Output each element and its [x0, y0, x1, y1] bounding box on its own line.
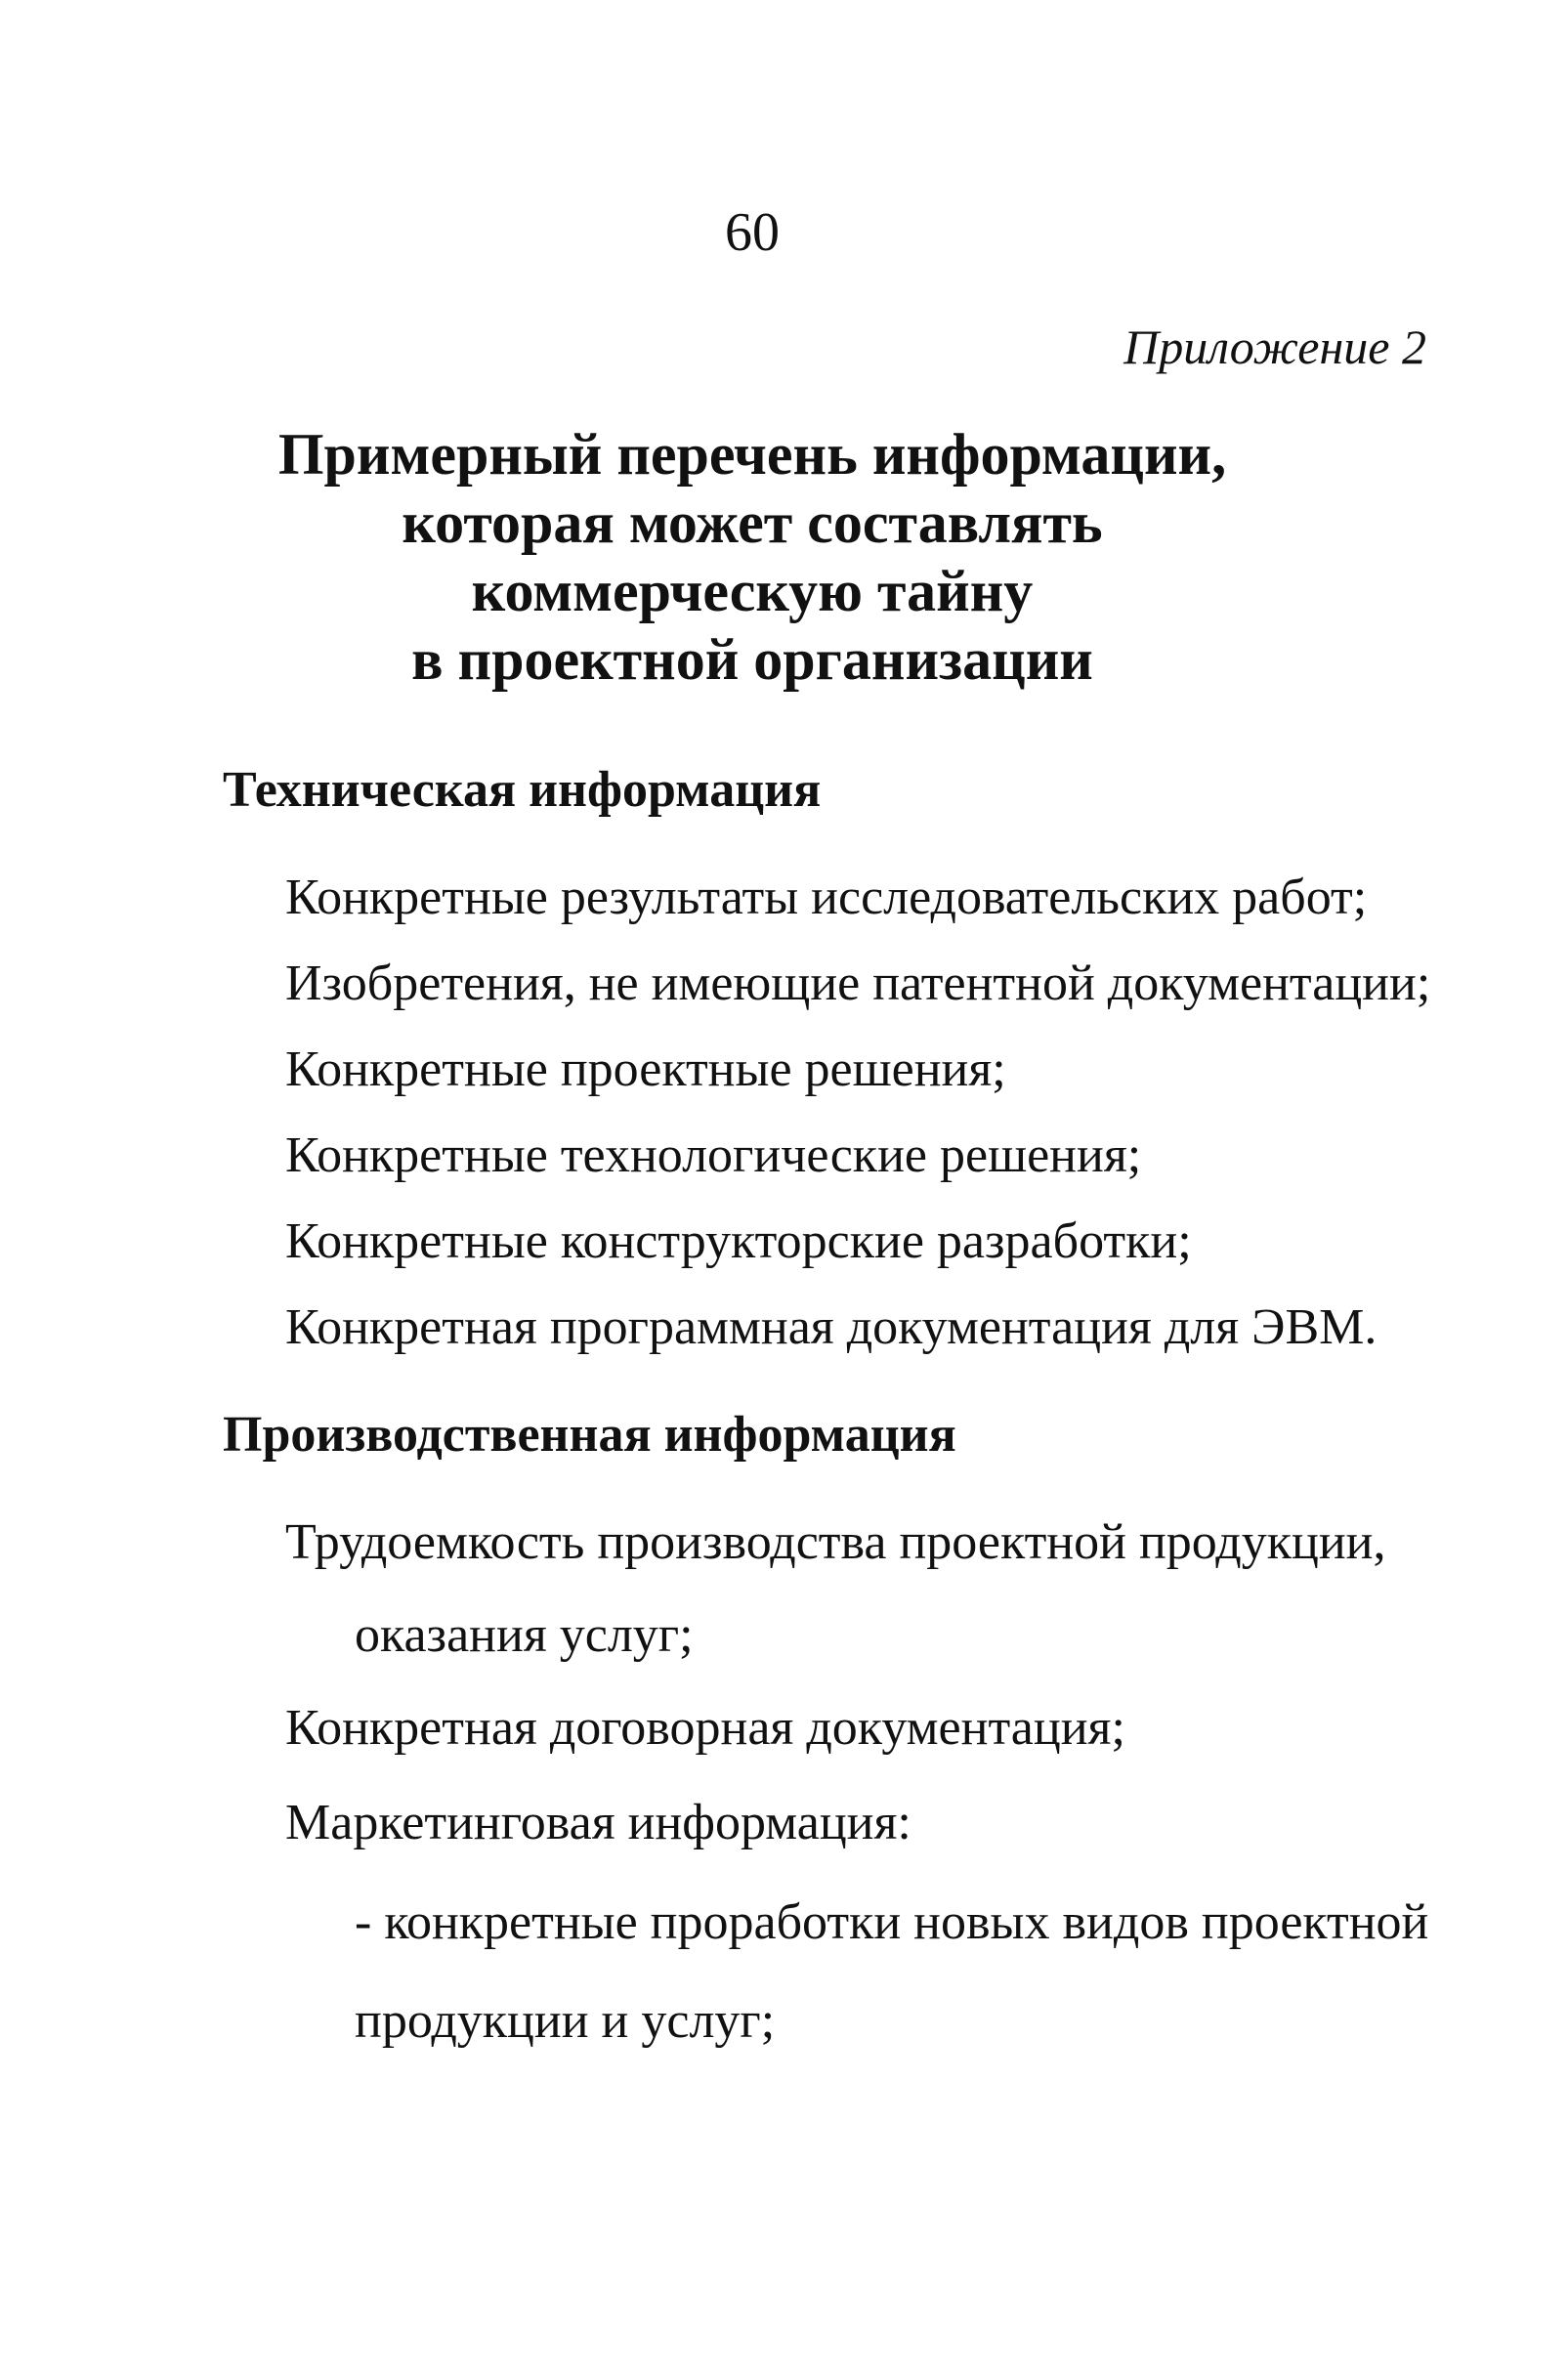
list-subitem-continuation: продукции и услуг;	[355, 1993, 776, 2049]
list-item: Конкретные проектные решения;	[285, 1041, 1006, 1097]
list-item: Изобретения, не имеющие патентной документации;	[285, 956, 1431, 1011]
list-item: Трудоемкость производства проектной продукции,	[285, 1514, 1386, 1570]
title-line: Примерный перечень информации,	[277, 422, 1227, 487]
list-item: Конкретные конструкторские разработки;	[285, 1213, 1192, 1269]
list-item: Конкретные результаты исследовательских работ;	[285, 870, 1368, 925]
title-line: которая может составлять	[402, 490, 1103, 555]
list-item: Конкретная договорная документация;	[285, 1700, 1125, 1756]
list-item: Конкретная программная документация для ЭВМ.	[285, 1299, 1377, 1355]
appendix-label: Приложение 2	[1123, 319, 1426, 374]
list-subitem: - конкретные проработки новых видов проектной	[355, 1894, 1429, 1950]
section-heading-technical: Техническая информация	[223, 762, 822, 818]
section-heading-production: Производственная информация	[223, 1407, 956, 1463]
list-item-continuation: оказания услуг;	[355, 1607, 694, 1663]
title-line: в проектной организации	[411, 627, 1093, 692]
document-title	[0, 420, 1504, 694]
list-item: Маркетинговая информация:	[285, 1795, 911, 1850]
title-line: коммерческую тайну	[471, 559, 1034, 623]
list-item: Конкретные технологические решения;	[285, 1127, 1142, 1183]
page-number: 60	[725, 202, 780, 263]
